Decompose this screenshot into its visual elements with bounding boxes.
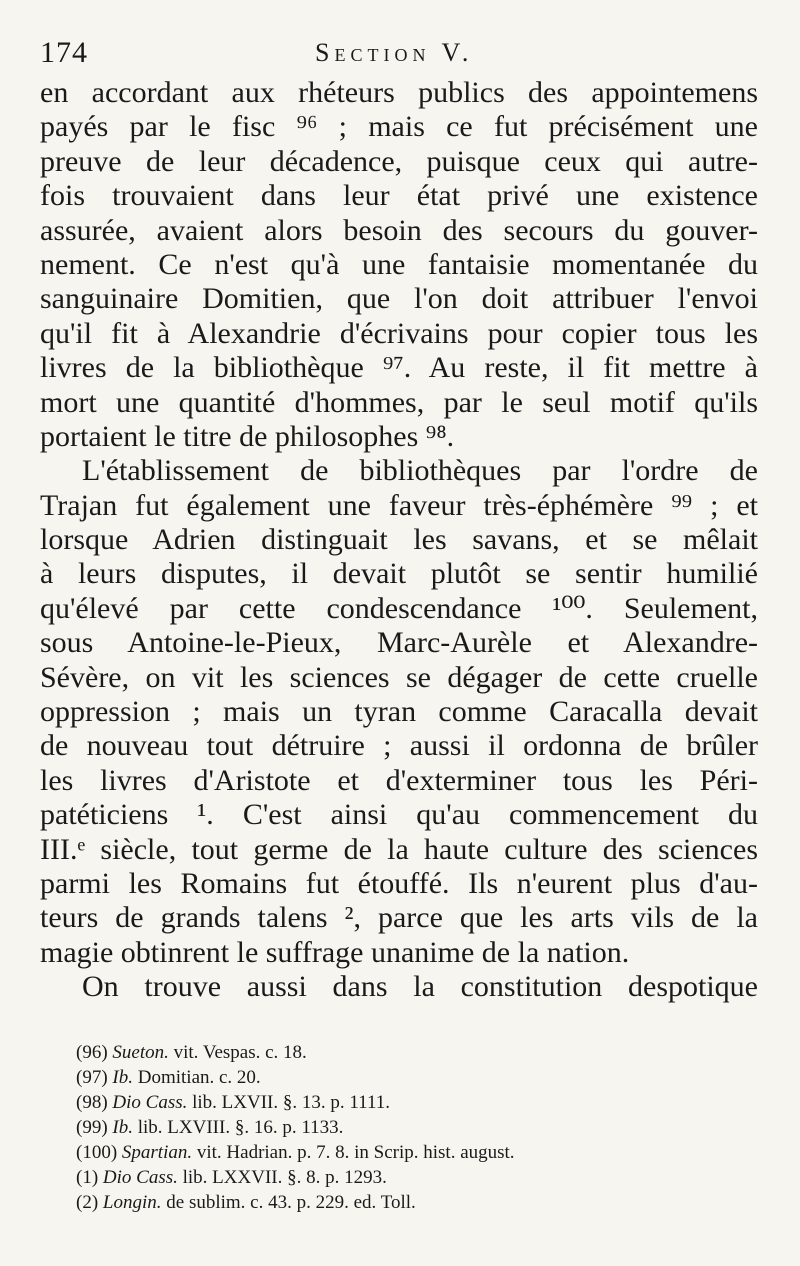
footnote-ref: de sublim. c. 43. p. 229. ed. Toll. [166,1192,416,1213]
footnote-ref: lib. LXXVII. §. 8. p. 1293. [182,1167,387,1188]
text-line: fois trouvaient dans leur état privé une existence [40,179,758,213]
footnote-source: Ib. [112,1117,133,1138]
text-line: magie obtinrent le suffrage unanime de la nation. [40,935,630,969]
body-text [40,76,758,1005]
footnote-mark: (1) [76,1167,99,1188]
text-line: payés par le fisc ⁹⁶ ; mais ce fut précisément une [40,110,758,144]
footnote-ref: vit. Hadrian. p. 7. 8. in Scrip. hist. august. [196,1142,515,1163]
text-line: L'établissement de bibliothèques par l'ordre de [82,454,758,488]
text-line: sous Antoine-le-Pieux, Marc-Aurèle et Alexandre- [40,626,758,660]
text-line: preuve de leur décadence, puisque ceux qui autre- [40,144,758,178]
text-line: mort une quantité d'hommes, par le seul motif qu'ils [40,385,758,419]
footnote-source: Ib. [112,1067,133,1088]
text-line: qu'il fit à Alexandrie d'écrivains pour copier tous les [40,316,758,350]
text-line: de nouveau tout détruire ; aussi il ordonna de brûler [40,729,758,763]
text-line: assurée, avaient alors besoin des secours du gouver- [40,213,758,247]
text-line: Sévère, on vit les sciences se dégager de cette cruelle [40,660,758,694]
footnote-mark: (97) [76,1067,108,1088]
footnote [76,1040,716,1065]
text-line: qu'élevé par cette condescendance ¹⁰⁰. Seulement, [40,591,758,625]
footnotes [76,1040,716,1215]
footnote-source: Sueton. [112,1042,169,1063]
section-title: Section V. [315,38,474,67]
footnote-ref: lib. LXVIII. §. 16. p. 1133. [137,1117,344,1138]
footnote-ref: vit. Vespas. c. 18. [173,1042,307,1063]
footnote [76,1140,716,1165]
text-line: oppression ; mais un tyran comme Caracalla devait [40,695,758,729]
text-line: nement. Ce n'est qu'à une fantaisie momentanée du [40,247,758,281]
text-line: livres de la bibliothèque ⁹⁷. Au reste, il fit mettre à [40,351,758,385]
footnote [76,1065,716,1090]
footnote-mark: (2) [76,1192,99,1213]
text-line: portaient le titre de philosophes ⁹⁸. [40,419,455,453]
text-line: à leurs disputes, il devait plutôt se sentir humilié [40,557,758,591]
text-line: teurs de grands talens ², parce que les arts vils de la [40,901,758,935]
footnote-mark: (98) [76,1092,108,1113]
footnote-ref: Domitian. c. 20. [137,1067,261,1088]
footnote [76,1115,716,1140]
text-line: en accordant aux rhéteurs publics des appointemens [40,76,758,109]
text-line: On trouve aussi dans la constitution despotique [82,970,758,1004]
footnote-source: Dio Cass. [112,1092,188,1113]
text-line: les livres d'Aristote et d'exterminer tous les Péri- [40,763,758,797]
page-header [40,32,760,72]
text-line: patéticiens ¹. C'est ainsi qu'au commencement du [40,798,758,832]
footnote [76,1190,716,1215]
footnote [76,1090,716,1115]
footnote-source: Longin. [102,1192,162,1213]
footnote-mark: (96) [76,1042,108,1063]
text-line: lorsque Adrien distinguait les savans, et se mêlait [40,523,758,557]
text-line: parmi les Romains fut étouffé. Ils n'eurent plus d'au- [40,866,758,900]
footnote-mark: (100) [76,1142,118,1163]
footnote-source: Spartian. [121,1142,193,1163]
footnote-source: Dio Cass. [102,1167,178,1188]
page-number: 174 [40,36,88,69]
footnote [76,1165,716,1190]
footnote-ref: lib. LXVII. §. 13. p. 1111. [192,1092,391,1113]
text-line: sanguinaire Domitien, que l'on doit attribuer l'envoi [40,282,758,316]
text-line: Trajan fut également une faveur très-éphémère ⁹⁹ ; et [40,488,758,522]
footnote-mark: (99) [76,1117,108,1138]
text-line: III.ᵉ siècle, tout germe de la haute culture des sciences [40,832,758,866]
